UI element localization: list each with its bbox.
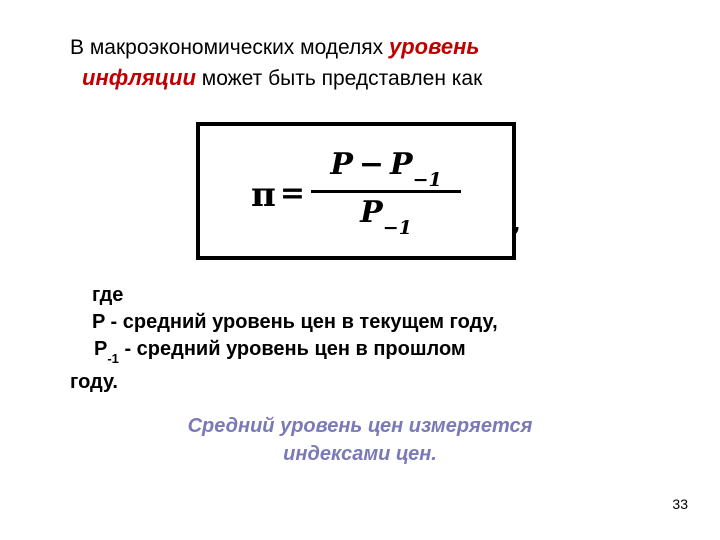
definition-p-current: P - средний уровень цен в текущем году,: [92, 311, 498, 333]
definitions-block: [70, 282, 670, 396]
formula-trailing-comma: ,: [512, 208, 522, 238]
numerator-p-current: P: [330, 146, 353, 182]
closing-note: [70, 412, 650, 468]
title-accent-word-1: уровень: [389, 34, 480, 59]
denominator-p: P: [360, 194, 383, 230]
formula-container: [200, 126, 512, 256]
title-text-prefix: В макроэкономических моделях: [70, 36, 389, 59]
closing-note-line-2: индексами цен.: [283, 443, 437, 465]
page-number: 33: [672, 496, 688, 512]
definition-p-previous: [70, 336, 670, 369]
pi-symbol: π: [250, 175, 276, 215]
title-line-1: [70, 32, 670, 63]
inflation-formula: [250, 146, 461, 239]
title-text-suffix: может быть представлен как: [195, 67, 483, 90]
title-line-2: [70, 63, 670, 94]
numerator-p-previous-subscript: −1: [412, 168, 442, 191]
numerator-minus-operator: −: [358, 146, 385, 182]
fraction: [311, 146, 461, 239]
slide-title: [70, 32, 670, 94]
definition-p-previous-continuation: году.: [70, 371, 118, 393]
fraction-denominator: [352, 193, 420, 239]
definition-p-previous-subscript: -1: [107, 351, 119, 366]
title-accent-word-2: инфляции: [82, 65, 196, 90]
closing-note-line-1: Средний уровень цен измеряется: [187, 415, 533, 437]
definition-p-previous-symbol: P: [94, 338, 108, 360]
equals-symbol: =: [279, 175, 306, 211]
numerator-p-previous: P: [390, 146, 413, 182]
fraction-numerator: [322, 146, 449, 191]
definition-intro: где: [92, 284, 124, 306]
definition-p-previous-text: - средний уровень цен в прошлом: [118, 338, 466, 360]
denominator-subscript: −1: [382, 216, 412, 239]
formula-box: [196, 122, 516, 260]
